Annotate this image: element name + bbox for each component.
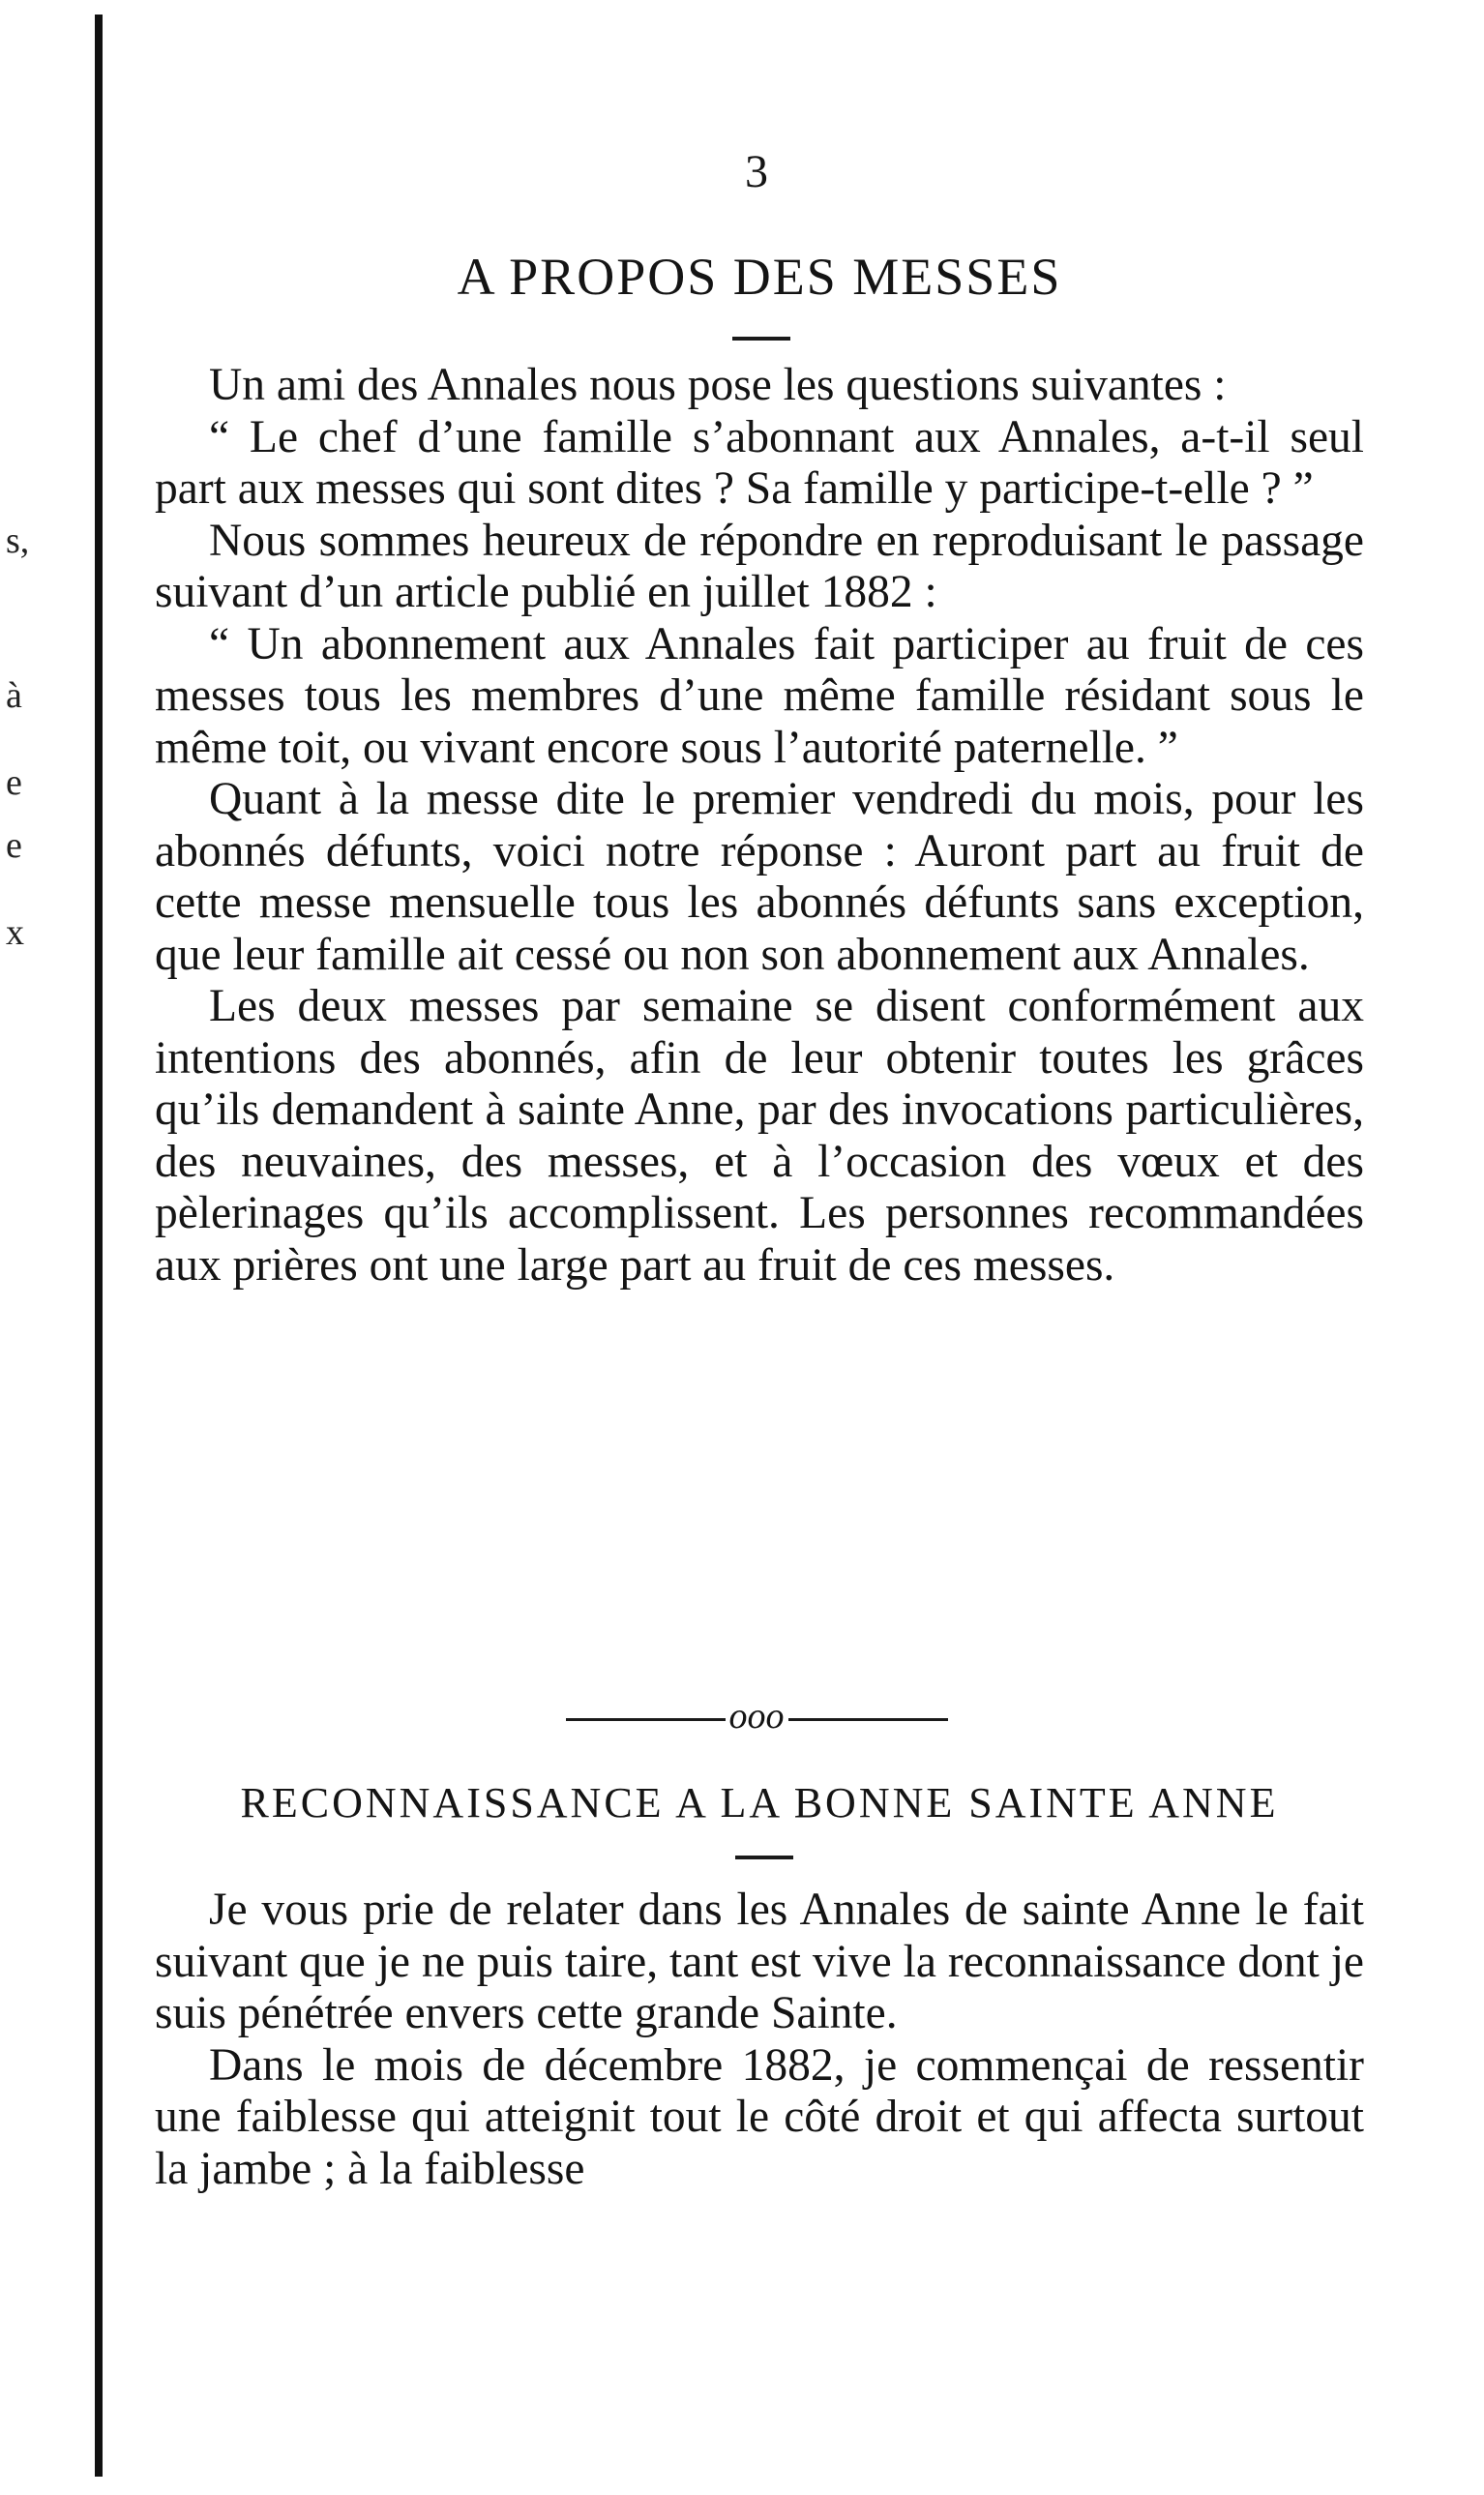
margin-char: e <box>6 762 22 803</box>
separator-rule-left <box>566 1718 726 1721</box>
margin-char: e <box>6 825 22 866</box>
left-margin-bleed <box>0 0 68 2495</box>
separator-mark: ooo <box>728 1696 785 1737</box>
paragraph: Dans le mois de décembre 1882, je commençai de ressentir une faiblesse qui atteignit tout le côté droit et qui affecta surtout la jambe ; à la faiblesse <box>155 2039 1364 2194</box>
paragraph: Les deux messes par semaine se disent conformément aux intentions des abonnés, afin de leur obtenir toutes les grâces qu’ils demandent à sainte Anne, par des invocations particulières, des neuvaines, des messes, et à l’occasion des vœux et des pèlerinages qu’ils accomplissent. Les personnes recommandées aux prières ont une large part au fruit de ces messes. <box>155 981 1364 1291</box>
paragraph: “ Un abonnement aux Annales fait participer au fruit de ces messes tous les membres d’une même famille résidant sous le même toit, ou vivant encore sous l’autorité paternelle. ” <box>155 618 1364 773</box>
paragraph: Je vous prie de relater dans les Annales de sainte Anne le fait suivant que je ne puis taire, tant est vive la reconnaissance dont je suis pénétrée envers cette grande Sainte. <box>155 1885 1364 2038</box>
margin-char: à <box>6 675 22 716</box>
title-dash <box>732 337 790 341</box>
paragraph: “ Le chef d’une famille s’abonnant aux Annales, a-t-il seul part aux messes qui sont dites ? Sa famille y participe-t-elle ? ” <box>155 411 1364 514</box>
section-title-messes: A PROPOS DES MESSES <box>457 248 1062 306</box>
separator-rule-right <box>788 1718 948 1721</box>
page-number: 3 <box>745 146 768 197</box>
section-body-messes <box>155 360 1364 1292</box>
section-body-reconnaissance <box>155 1885 1364 2195</box>
paragraph: Quant à la messe dite le premier vendredi du mois, pour les abonnés défunts, voici notre réponse : Auront part au fruit de cette messe mensuelle tous les abonnés défunts sans exception, que leur famille ait cessé ou non son abonnement aux Annales. <box>155 774 1364 980</box>
margin-char: x <box>6 912 24 953</box>
binding-rule <box>95 15 103 2477</box>
section-title-reconnaissance: RECONNAISSANCE A LA BONNE SAINTE ANNE <box>240 1779 1279 1827</box>
section-separator <box>0 1695 1484 1738</box>
paragraph: Nous sommes heureux de répondre en reproduisant le passage suivant d’un article publié en juillet 1882 : <box>155 515 1364 617</box>
margin-char: s, <box>6 520 30 561</box>
paragraph: Un ami des Annales nous pose les questions suivantes : <box>209 360 1227 410</box>
title-dash <box>735 1856 793 1859</box>
